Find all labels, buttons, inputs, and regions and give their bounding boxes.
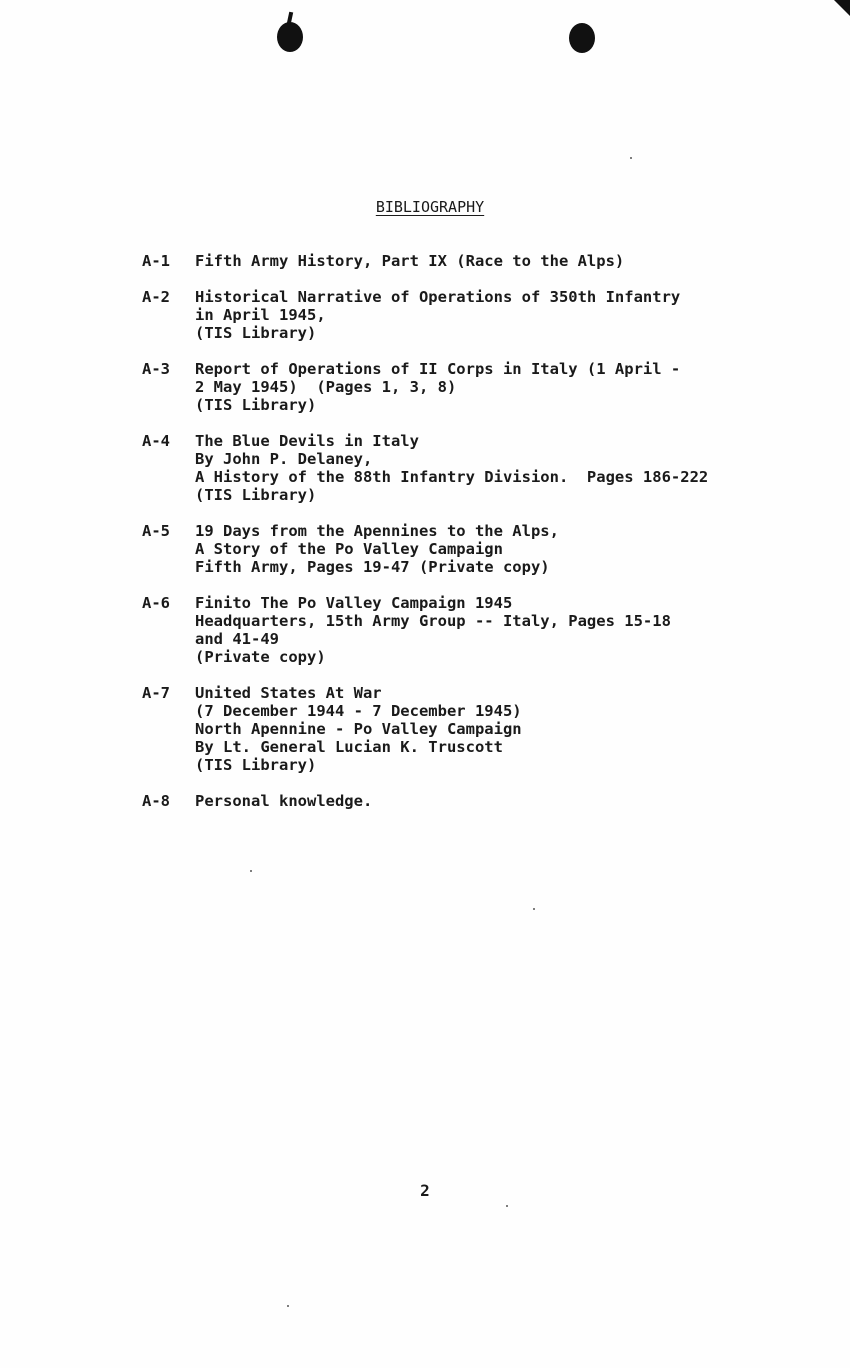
entry-line: (Private copy) [195, 648, 326, 666]
bibliography-entry [142, 522, 822, 576]
entry-line: 2 May 1945) (Pages 1, 3, 8) [195, 378, 457, 396]
entry-text [195, 360, 822, 414]
entry-line: Historical Narrative of Operations of 350th Infantry [195, 288, 681, 306]
entry-text [195, 684, 822, 774]
entry-text [195, 288, 822, 342]
entry-line: (7 December 1944 - 7 December 1945) [195, 702, 522, 720]
entry-id: A-5 [142, 522, 170, 540]
entry-line: Fifth Army History, Part IX (Race to the Alps) [195, 252, 625, 270]
bibliography-entry [142, 594, 822, 666]
corner-mark [834, 0, 850, 16]
entry-line: Report of Operations of II Corps in Italy (1 April - [195, 360, 681, 378]
entry-line: and 41-49 [195, 630, 279, 648]
entry-line: (TIS Library) [195, 396, 317, 414]
entry-text [195, 252, 822, 270]
entry-line: in April 1945, [195, 306, 326, 324]
entry-id: A-8 [142, 792, 170, 810]
bibliography-entry [142, 360, 822, 414]
entry-line: (TIS Library) [195, 324, 317, 342]
entry-line: (TIS Library) [195, 756, 317, 774]
entry-line: A Story of the Po Valley Campaign [195, 540, 503, 558]
page-number: 2 [420, 1181, 430, 1200]
entry-line: 19 Days from the Apennines to the Alps, [195, 522, 559, 540]
scan-speck [630, 157, 632, 159]
entry-line: By John P. Delaney, [195, 450, 373, 468]
scan-speck [287, 1305, 289, 1307]
bibliography-entry [142, 288, 822, 342]
entry-line: Personal knowledge. [195, 792, 373, 810]
entry-id: A-2 [142, 288, 170, 306]
entry-line: (TIS Library) [195, 486, 317, 504]
entry-id: A-3 [142, 360, 170, 378]
entry-line: The Blue Devils in Italy [195, 432, 419, 450]
entry-line: Fifth Army, Pages 19-47 (Private copy) [195, 558, 550, 576]
entry-line: By Lt. General Lucian K. Truscott [195, 738, 503, 756]
bibliography-entry [142, 792, 822, 810]
bibliography-entry [142, 684, 822, 774]
bibliography-list [142, 252, 822, 828]
entry-id: A-6 [142, 594, 170, 612]
entry-text [195, 522, 822, 576]
page-title [0, 198, 850, 216]
scan-speck [533, 908, 535, 910]
entry-line: United States At War [195, 684, 382, 702]
punch-hole-right [569, 23, 595, 53]
entry-text [195, 792, 822, 810]
bibliography-entry [142, 432, 822, 504]
punch-hole-left [277, 22, 303, 52]
entry-line: Headquarters, 15th Army Group -- Italy, Pages 15-18 [195, 612, 671, 630]
entry-text [195, 432, 822, 504]
scan-speck [506, 1205, 508, 1207]
entry-id: A-4 [142, 432, 170, 450]
entry-text [195, 594, 822, 666]
bibliography-entry [142, 252, 822, 270]
entry-line: A History of the 88th Infantry Division. Pages 186-222 [195, 468, 709, 486]
entry-id: A-7 [142, 684, 170, 702]
entry-line: Finito The Po Valley Campaign 1945 [195, 594, 513, 612]
bibliography-heading: BIBLIOGRAPHY [375, 198, 485, 216]
entry-id: A-1 [142, 252, 170, 270]
scan-speck [250, 870, 252, 872]
entry-line: North Apennine - Po Valley Campaign [195, 720, 522, 738]
